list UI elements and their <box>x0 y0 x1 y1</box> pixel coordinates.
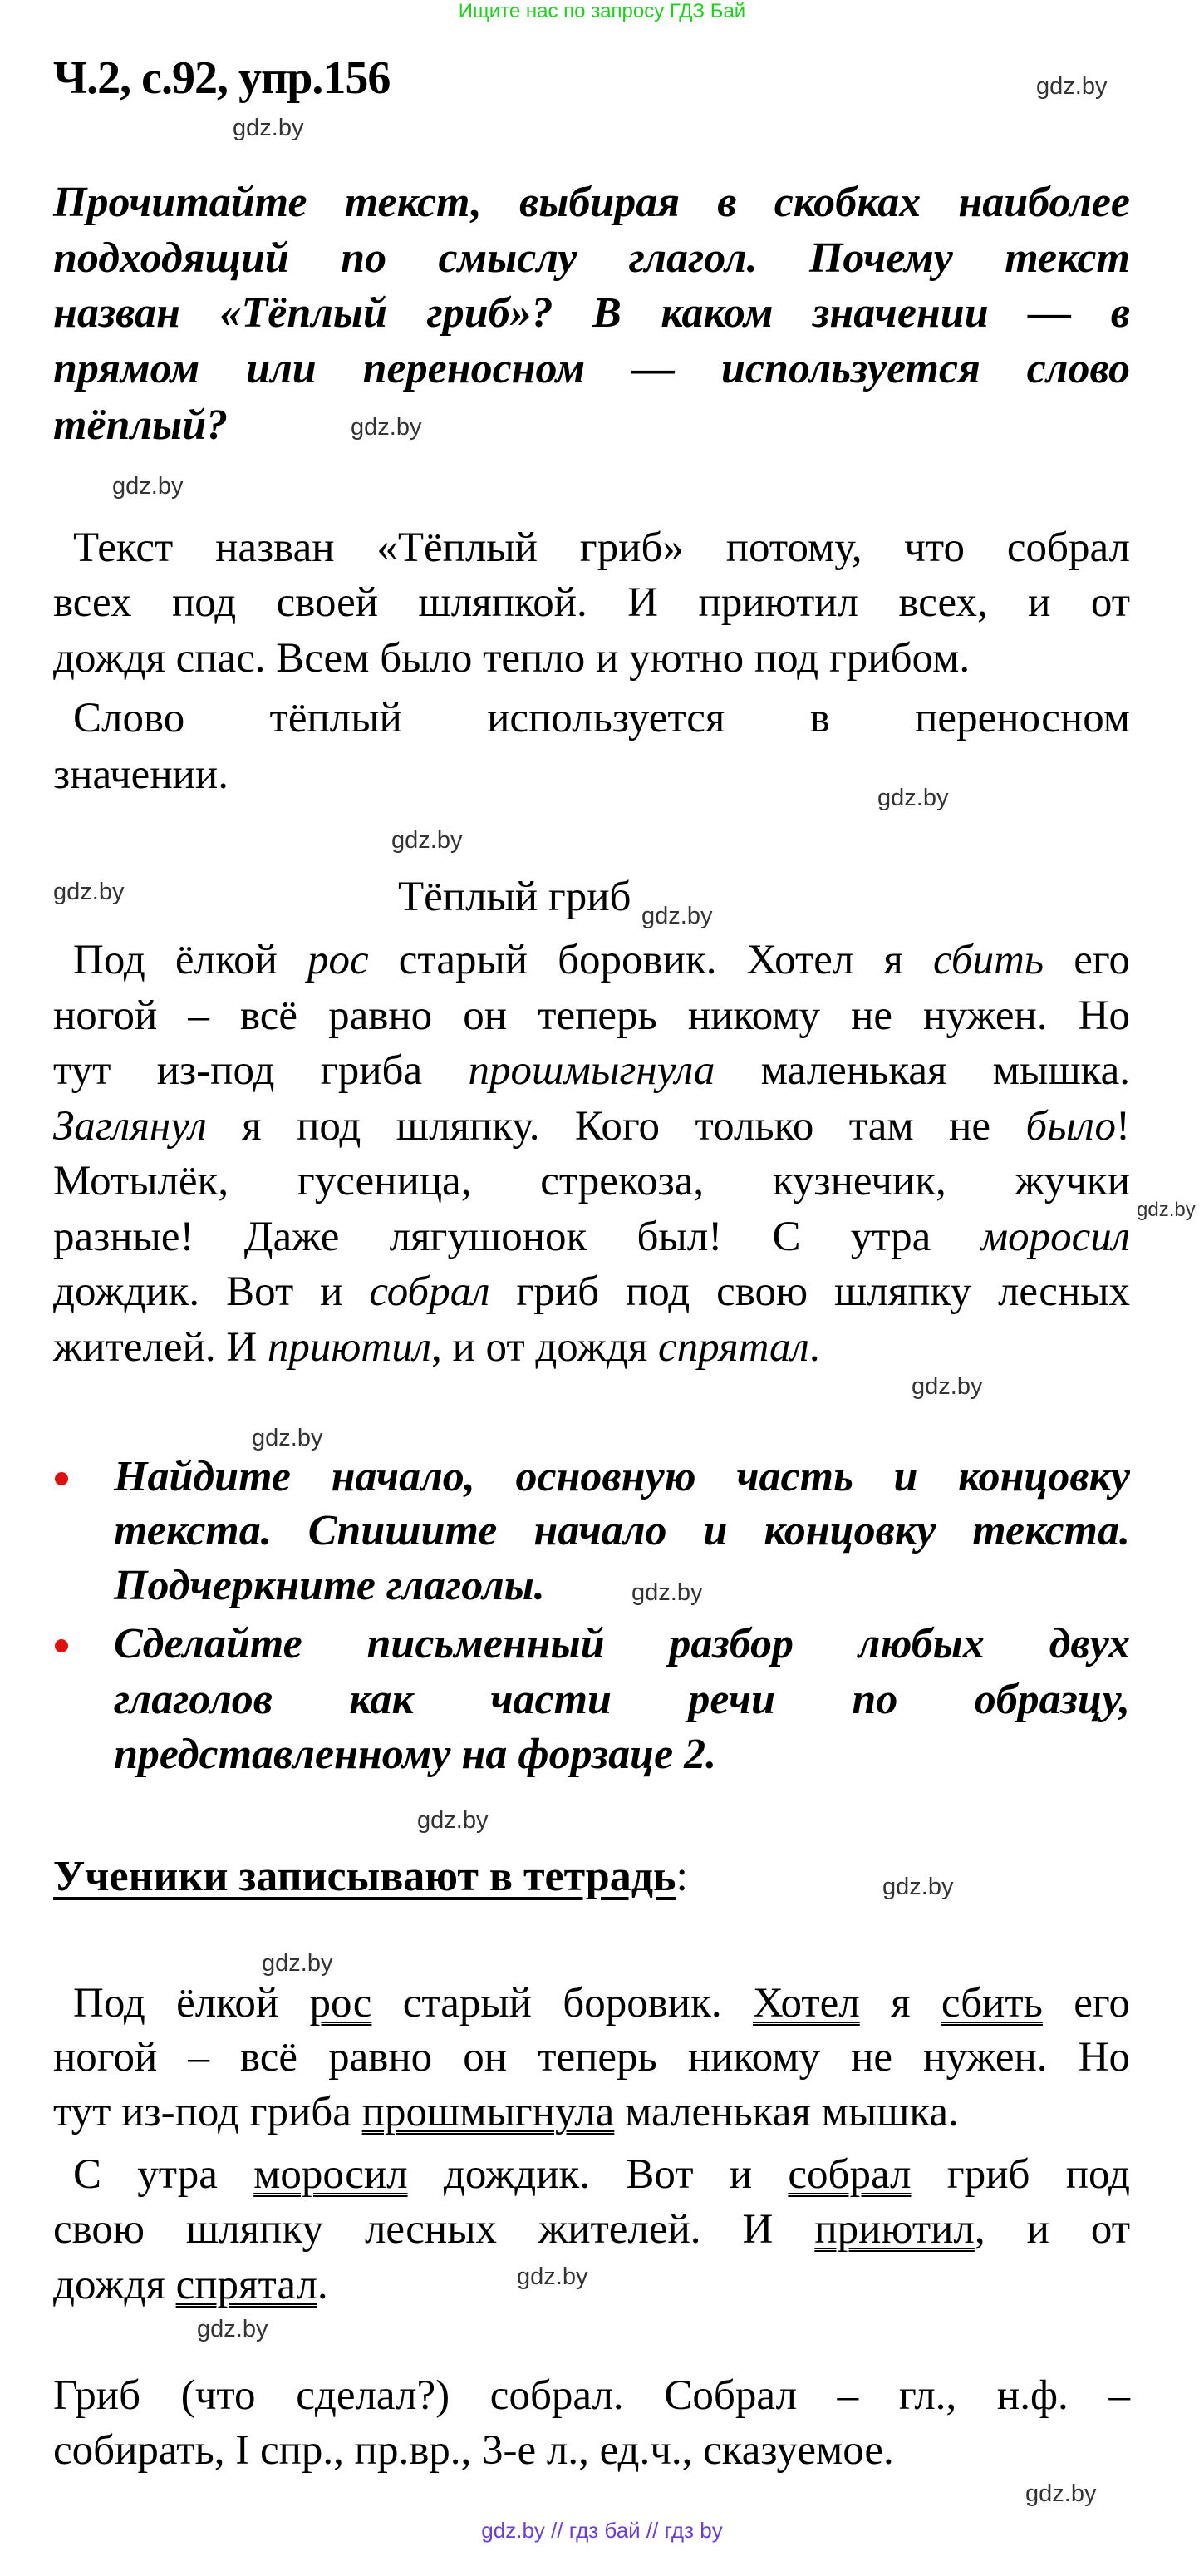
italic-verb: рос <box>307 937 369 983</box>
text-segment: дождик. Вот и <box>407 2151 789 2198</box>
story-line <box>53 1320 820 1375</box>
bullet-task-line <box>114 1559 545 1613</box>
italic-verb: было <box>1025 1103 1117 1150</box>
text-segment: тут из-под гриба <box>53 2089 362 2135</box>
analysis-line <box>53 2368 1130 2423</box>
page-title: Ч.2, с.92, упр.156 <box>53 52 391 104</box>
watermark: gdz.by <box>252 1425 323 1451</box>
copy-line <box>53 2085 959 2140</box>
text-segment: его <box>1044 937 1130 983</box>
bullet-icon <box>55 1472 68 1485</box>
underlined-verb: спрятал <box>175 2262 317 2308</box>
watermark: gdz.by <box>641 903 713 929</box>
task-line <box>53 286 1130 341</box>
watermark: gdz.by <box>351 414 422 441</box>
watermark: gdz.by <box>877 785 949 811</box>
text-segment: . <box>808 1324 820 1371</box>
watermark: gdz.by <box>197 2316 268 2342</box>
italic-verb: Заглянул <box>53 1103 207 1150</box>
search-banner[interactable]: Ищите нас по запросу ГДЗ Бай <box>458 0 746 22</box>
text-segment: Под ёлкой <box>73 1980 310 2027</box>
text-segment: Гриб (что сделал?) собрал. Собрал – гл., н.ф. – <box>53 2372 1130 2419</box>
watermark: gdz.by <box>391 827 463 854</box>
underlined-verb: Хотел <box>752 1980 860 2027</box>
watermark: gdz.by <box>1025 2480 1097 2507</box>
copy-line <box>73 2147 1130 2202</box>
watermark: gdz.by <box>517 2263 588 2290</box>
text-segment: его <box>1042 1980 1130 2027</box>
text-segment: разные! Даже лягушонок был! С утра <box>53 1214 981 1260</box>
text-segment: Текст назван «Тёплый гриб» потому, что собрал <box>73 525 1130 571</box>
heading-colon: : <box>676 1853 688 1900</box>
text-segment: глаголов как части речи по образцу, <box>114 1676 1130 1723</box>
story-line <box>53 1209 1130 1264</box>
story-line <box>53 1099 1130 1154</box>
text-segment: Найдите начало, основную часть и концовку <box>114 1453 1130 1500</box>
copy-line <box>73 1976 1130 2031</box>
watermark: gdz.by <box>112 473 184 500</box>
text-segment: прямом или переносном — используется слово <box>53 345 1130 392</box>
text-segment: , и от <box>974 2206 1130 2253</box>
answer-line <box>73 520 1130 575</box>
task-line <box>53 342 1130 396</box>
watermark: gdz.by <box>631 1579 703 1606</box>
text-segment: дождя спас. Всем было тепло и уютно под грибом. <box>53 635 971 682</box>
footer-links[interactable]: gdz.by // гдз бай // гдз by <box>481 2518 723 2543</box>
text-segment: тёплый? <box>53 401 229 449</box>
task-line <box>53 398 228 453</box>
answer-line <box>53 631 970 686</box>
underlined-verb: моросил <box>253 2151 408 2198</box>
heading-text: Ученики записывают в тетрадь <box>53 1853 676 1900</box>
text-segment: маленькая мышка. <box>614 2089 959 2135</box>
answer-line <box>53 747 229 802</box>
bullet-task-line <box>114 1504 1130 1559</box>
text-segment: старый боровик. Хотел я <box>368 937 933 983</box>
italic-verb: моросил <box>980 1214 1130 1260</box>
watermark: gdz.by <box>1137 1199 1196 1221</box>
watermark: gdz.by <box>912 1373 983 1400</box>
analysis-line <box>53 2423 894 2478</box>
text-segment: представленному на форзаце 2. <box>114 1731 717 1778</box>
underlined-verb: рос <box>309 1980 372 2027</box>
text-segment: я под шляпку. Кого только там не <box>206 1103 1026 1150</box>
underlined-verb: приютил <box>814 2206 975 2253</box>
italic-verb: прошмыгнула <box>468 1047 715 1094</box>
text-segment: всех под своей шляпкой. И приютил всех, и от <box>53 579 1130 626</box>
text-segment: назван «Тёплый гриб»? В каком значении — в <box>53 289 1130 337</box>
text-segment: собирать, I спр., пр.вр., 3-е л., ед.ч., сказуемое. <box>53 2427 894 2474</box>
text-segment: Прочитайте текст, выбирая в скобках наиболее <box>53 179 1130 226</box>
task-line <box>53 175 1130 230</box>
text-segment: , и от дождя <box>430 1324 658 1371</box>
italic-verb: сбить <box>932 937 1044 983</box>
text-segment: жителей. И <box>53 1324 268 1371</box>
text-segment: дождик. Вот и <box>53 1268 370 1315</box>
story-line <box>53 1154 1130 1209</box>
watermark: gdz.by <box>53 879 125 905</box>
story-line <box>53 988 1130 1043</box>
answer-line <box>53 575 1130 630</box>
bullet-task-line <box>114 1450 1130 1505</box>
text-segment: гриб под свою шляпку лесных <box>489 1268 1131 1315</box>
italic-verb: приютил <box>267 1324 431 1371</box>
watermark: gdz.by <box>262 1950 333 1977</box>
bullet-icon <box>55 1639 68 1652</box>
text-segment: ногой – всё равно он теперь никому не нужен. Но <box>53 2034 1130 2081</box>
text-segment: Под ёлкой <box>73 937 308 983</box>
text-segment: гриб под <box>911 2151 1130 2198</box>
text-segment: старый боровик. <box>371 1980 753 2027</box>
story-line <box>53 1043 1130 1098</box>
text-segment: тут из-под гриба <box>53 1047 469 1094</box>
text-segment: маленькая мышка. <box>715 1047 1130 1094</box>
bullet-task-line <box>114 1727 716 1782</box>
underlined-verb: собрал <box>788 2151 912 2198</box>
italic-verb: спрятал <box>657 1324 809 1371</box>
text-segment: я <box>859 1980 941 2027</box>
section-heading <box>53 1849 688 1904</box>
copy-line <box>53 2202 1130 2257</box>
text-segment: ! <box>1116 1103 1130 1150</box>
copy-line <box>53 2258 328 2312</box>
text-segment: ногой – всё равно он теперь никому не нужен. Но <box>53 992 1130 1039</box>
text-segment: . <box>317 2262 328 2308</box>
answer-line <box>73 691 1130 746</box>
watermark: gdz.by <box>882 1874 954 1900</box>
text-segment: Сделайте письменный разбор любых двух <box>114 1620 1130 1667</box>
text-segment: значении. <box>53 751 229 798</box>
story-line <box>73 933 1130 988</box>
bullet-task-line <box>114 1672 1130 1727</box>
text-segment: С утра <box>73 2151 254 2198</box>
text-segment: подходящий по смыслу глагол. Почему текст <box>53 234 1130 282</box>
story-title: Тёплый гриб <box>398 874 631 920</box>
underlined-verb: сбить <box>941 1980 1043 2027</box>
story-line <box>53 1264 1130 1319</box>
task-line <box>53 231 1130 286</box>
text-segment: Мотылёк, гусеница, стрекоза, кузнечик, жучки <box>53 1158 1130 1204</box>
text-segment: текста. Спишите начало и концовку текста. <box>114 1507 1130 1554</box>
italic-verb: собрал <box>369 1268 490 1315</box>
bullet-task-line <box>114 1617 1130 1672</box>
watermark: gdz.by <box>1036 73 1108 100</box>
text-segment: Подчеркните глаголы. <box>114 1562 545 1609</box>
watermark: gdz.by <box>417 1807 489 1834</box>
copy-line <box>53 2030 1130 2085</box>
underlined-verb: прошмыгнула <box>361 2089 615 2135</box>
watermark: gdz.by <box>233 115 304 141</box>
text-segment: свою шляпку лесных жителей. И <box>53 2206 815 2253</box>
text-segment: дождя <box>53 2262 176 2308</box>
text-segment: Слово тёплый используется в переносном <box>73 695 1130 741</box>
